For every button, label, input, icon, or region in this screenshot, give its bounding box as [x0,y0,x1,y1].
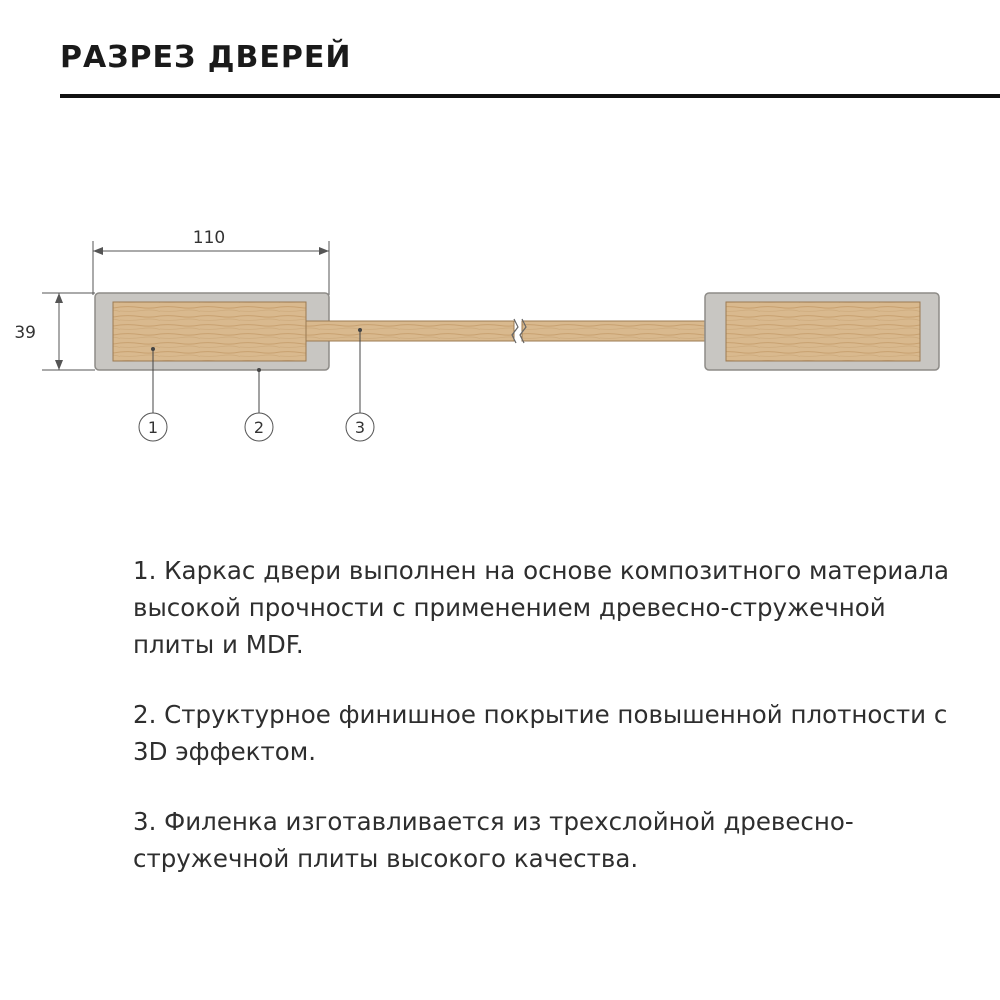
left-door-frame [95,293,329,370]
door-section-diagram [0,215,1000,455]
right-core-material [726,302,920,361]
description-item-3: 3. Филенка изготавливается из трехслойной древесно-стружечной плиты высокого качества. [133,807,854,873]
callout-2-label: 2 [253,418,265,437]
callout-2 [245,413,273,441]
callout-3 [346,413,374,441]
callout-1-label: 1 [147,418,159,437]
width-dimension-label: 110 [192,228,226,248]
descriptions-list [133,552,953,910]
description-item-2: 2. Структурное финишное покрытие повышенной плотности с 3D эффектом. [133,700,948,766]
callout-1 [139,413,167,441]
title-divider [60,94,1000,98]
height-dimension [14,293,95,370]
page-title: РАЗРЕЗ ДВЕРЕЙ [60,40,352,75]
description-item-1: 1. Каркас двери выполнен на основе композитного материала высокой прочности с применением древесно-стружечной плиты и MDF. [133,556,950,659]
right-door-frame [705,293,939,370]
width-dimension [93,228,329,295]
door-panel [306,319,726,343]
left-core-material [113,302,306,361]
height-dimension-label: 39 [14,323,36,343]
callout-3-label: 3 [354,418,366,437]
